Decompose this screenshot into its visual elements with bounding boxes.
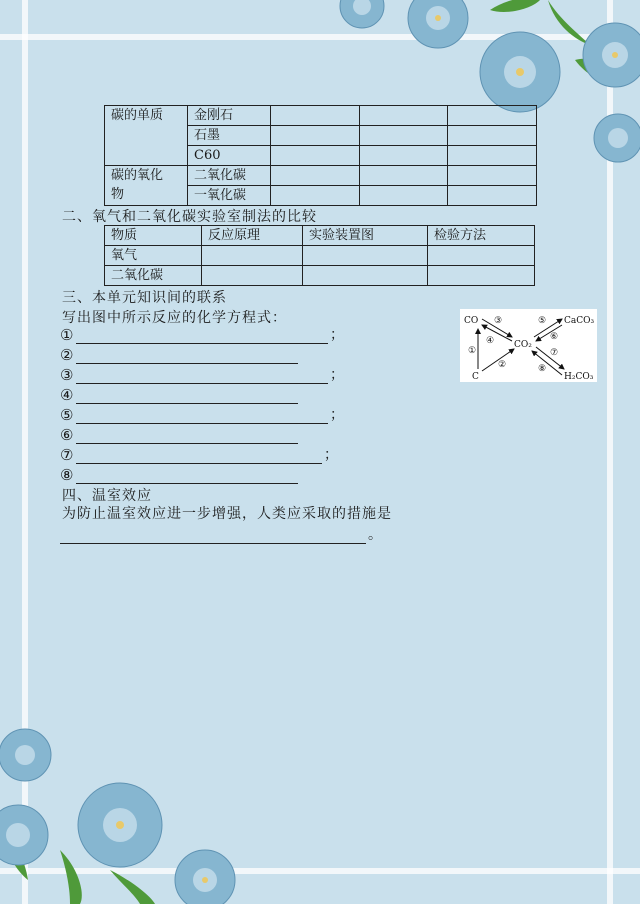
answer-blank[interactable]: [76, 349, 298, 364]
equation-end: ；: [330, 327, 344, 343]
blank-cell[interactable]: [428, 246, 535, 266]
equation-line[interactable]: [60, 424, 300, 444]
blank-cell[interactable]: [359, 166, 448, 186]
answer-blank[interactable]: [76, 329, 328, 344]
node-h2co3: H₂CO₃: [564, 372, 594, 382]
answer-blank[interactable]: [76, 469, 298, 484]
item-cell: C60: [188, 146, 271, 166]
equation-number: ⑤: [60, 406, 74, 424]
column-header: 实验装置图: [303, 226, 428, 246]
reaction-label: ③: [494, 316, 503, 326]
row-label: 氧气: [105, 246, 202, 266]
reaction-label: ⑦: [550, 348, 559, 358]
reaction-label: ②: [498, 360, 507, 370]
section3-heading: 三、本单元知识间的联系: [62, 290, 227, 306]
blank-cell[interactable]: [303, 246, 428, 266]
reaction-diagram: [460, 309, 597, 382]
equation-number: ⑧: [60, 466, 74, 484]
column-header: 物质: [105, 226, 202, 246]
equation-end: ；: [330, 367, 344, 383]
answer-blank[interactable]: [76, 389, 298, 404]
section3-instruction: 写出图中所示反应的化学方程式：: [62, 310, 287, 326]
reaction-label: ⑧: [538, 364, 547, 374]
table-row: [105, 166, 537, 186]
item-cell: 金刚石: [188, 106, 271, 126]
blank-cell[interactable]: [428, 266, 535, 286]
blank-cell[interactable]: [448, 106, 537, 126]
node-co: CO: [464, 316, 479, 326]
answer-blank[interactable]: [60, 529, 366, 544]
section4-question: 为防止温室效应进一步增强，人类应采取的措施是: [62, 506, 392, 522]
blank-cell[interactable]: [359, 126, 448, 146]
item-cell: 二氧化碳: [188, 166, 271, 186]
section2-heading: 二、氧气和二氧化碳实验室制法的比较: [62, 209, 317, 225]
reaction-label: ①: [468, 346, 477, 356]
category-label: 碳的单质: [111, 108, 164, 123]
equation-number: ③: [60, 366, 74, 384]
equation-line[interactable]: [60, 464, 300, 484]
equation-number: ⑦: [60, 446, 74, 464]
table-header-row: [105, 226, 535, 246]
lab-prep-table: [104, 225, 535, 286]
item-cell: 石墨: [188, 126, 271, 146]
blank-cell[interactable]: [202, 266, 303, 286]
section4-heading: 四、温室效应: [62, 488, 152, 504]
reaction-label: ⑥: [550, 332, 559, 342]
reaction-label: ⑤: [538, 316, 547, 326]
blank-cell[interactable]: [271, 106, 360, 126]
category-cell: [105, 166, 188, 206]
blank-cell[interactable]: [448, 186, 537, 206]
blank-cell[interactable]: [271, 166, 360, 186]
answer-blank[interactable]: [76, 369, 328, 384]
blank-cell[interactable]: [359, 106, 448, 126]
column-header: 反应原理: [202, 226, 303, 246]
blank-cell[interactable]: [448, 166, 537, 186]
equation-number: ⑥: [60, 426, 74, 444]
blank-cell[interactable]: [359, 186, 448, 206]
answer-blank[interactable]: [76, 429, 298, 444]
node-c: C: [472, 372, 479, 382]
category-label: 物: [111, 187, 125, 202]
equation-line[interactable]: [60, 344, 300, 364]
table-row: [105, 106, 537, 126]
equation-line[interactable]: [60, 404, 344, 424]
reaction-label: ④: [486, 336, 495, 346]
row-label: 二氧化碳: [105, 266, 202, 286]
blank-cell[interactable]: [448, 146, 537, 166]
equation-number: ④: [60, 386, 74, 404]
node-co2: CO₂: [514, 340, 532, 350]
blank-cell[interactable]: [359, 146, 448, 166]
column-header: 检验方法: [428, 226, 535, 246]
blank-cell[interactable]: [271, 146, 360, 166]
answer-blank[interactable]: [76, 409, 328, 424]
blank-cell[interactable]: [303, 266, 428, 286]
answer-blank[interactable]: [76, 449, 322, 464]
blank-cell[interactable]: [448, 126, 537, 146]
table-row: [105, 246, 535, 266]
blank-cell[interactable]: [271, 126, 360, 146]
category-cell: [105, 106, 188, 166]
equation-number: ②: [60, 346, 74, 364]
table-row: [105, 266, 535, 286]
equation-number: ①: [60, 326, 74, 344]
equation-line[interactable]: [60, 384, 300, 404]
equation-line[interactable]: [60, 444, 338, 464]
sentence-end: 。: [368, 527, 382, 543]
blank-cell[interactable]: [271, 186, 360, 206]
item-cell: 一氧化碳: [188, 186, 271, 206]
answer-line[interactable]: [60, 524, 382, 544]
category-label: 碳的氧化: [111, 168, 164, 183]
equation-line[interactable]: [60, 324, 344, 344]
node-caco3: CaCO₃: [564, 316, 595, 326]
equation-line[interactable]: [60, 364, 344, 384]
equation-end: ；: [324, 447, 338, 463]
blank-cell[interactable]: [202, 246, 303, 266]
equation-end: ；: [330, 407, 344, 423]
carbon-table: [104, 105, 537, 206]
